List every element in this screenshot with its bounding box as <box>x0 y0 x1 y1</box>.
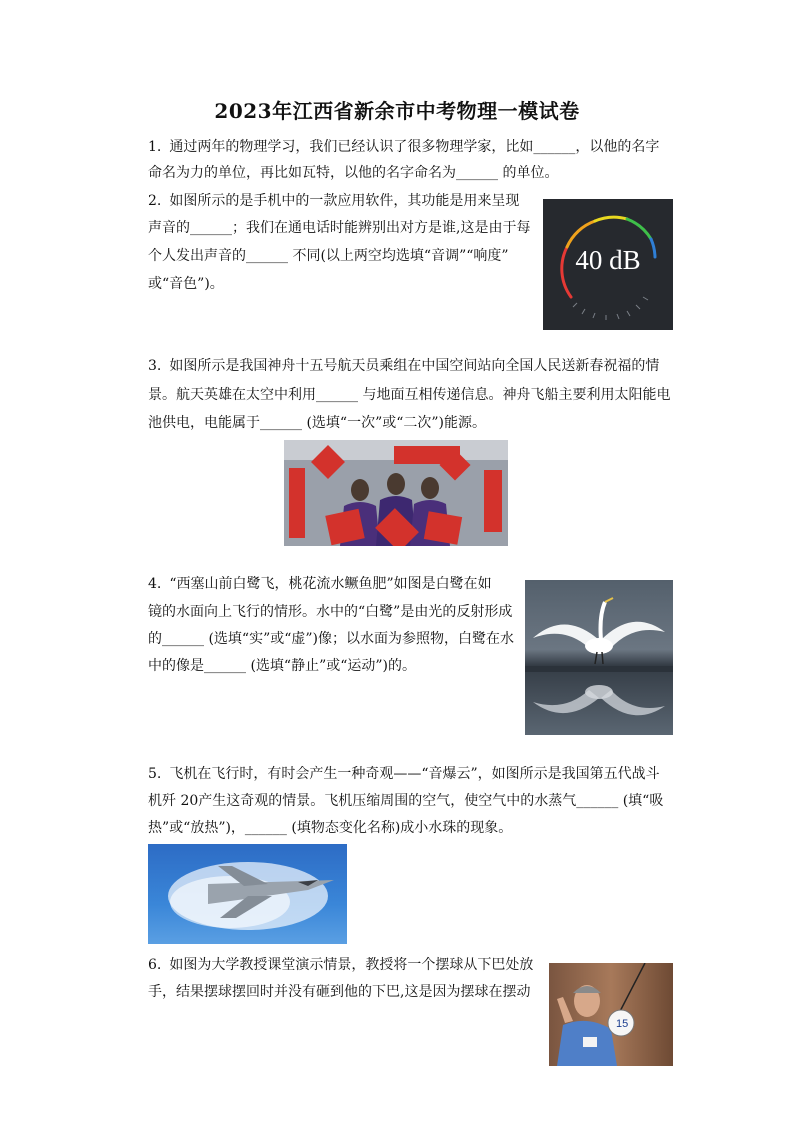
pendulum-ball-label: 15 <box>616 1018 629 1030</box>
question-5-line-1 <box>148 764 660 784</box>
question-3-line-3: 池供电，电能属于______ (选填“一次”或“二次”)能源。 <box>148 415 487 431</box>
question-number: 2. <box>148 193 162 209</box>
question-4-line-2: 镜的水面向上飞行的情形。水中的“白鹭”是由光的反射形成 <box>148 604 513 620</box>
question-2-line-3: 个人发出声音的______ 不同(以上两空均选填“音调”“响度” <box>148 248 509 264</box>
question-5-line-2: 机歼 20产生这奇观的情景。飞机压缩周围的空气，使空气中的水蒸气______ (填“吸 <box>148 793 664 809</box>
question-4-line-3: 的______ (选填“实”或“虚”)像；以水面为参照物，白鹭在水 <box>148 631 515 647</box>
pendulum-illustration <box>549 963 673 1066</box>
sonic-boom-illustration <box>148 844 347 944</box>
question-number: 6. <box>148 957 162 973</box>
astronauts-illustration <box>284 440 508 546</box>
question-number: 5. <box>148 766 162 782</box>
question-text: 飞机在飞行时，有时会产生一种奇观——“音爆云”，如图所示是我国第五代战斗 <box>169 766 660 782</box>
egret-photo <box>525 580 673 735</box>
question-2-line-1 <box>148 191 519 211</box>
question-1-line-1 <box>148 137 659 157</box>
question-5-line-3: 热”或“放热”)，______ (填物态变化名称)成小水珠的现象。 <box>148 820 513 836</box>
professor-pendulum-photo <box>549 963 673 1066</box>
page-title: 2023年江西省新余市中考物理一模试卷 <box>214 99 580 123</box>
question-3-line-1 <box>148 356 659 376</box>
question-4-line-4: 中的像是______ (选填“静止”或“运动”)的。 <box>148 658 417 674</box>
question-number: 4. <box>148 576 162 592</box>
question-text: “西塞山前白鹭飞，桃花流水鳜鱼肥”如图是白鹭在如 <box>169 576 492 592</box>
question-text: 如图为大学教授课堂演示情景，教授将一个摆球从下巴处放 <box>169 957 534 973</box>
question-2-line-2: 声音的______；我们在通电话时能辨别出对方是谁,这是由于每 <box>148 220 531 236</box>
egret-illustration <box>525 580 673 735</box>
question-3-line-2: 景。航天英雄在太空中利用______ 与地面互相传递信息。神舟飞船主要利用太阳能电 <box>148 387 671 403</box>
question-number: 1. <box>148 139 162 155</box>
question-2-line-4: 或“音色”)。 <box>148 276 224 292</box>
question-1-line-2: 命名为力的单位，再比如瓦特，以他的名字命名为______ 的单位。 <box>148 165 559 181</box>
question-4-line-1 <box>148 574 492 594</box>
question-6-line-1 <box>148 955 533 975</box>
decibel-meter-image <box>543 199 673 330</box>
decibel-reading: 40 dB <box>575 245 641 275</box>
question-number: 3. <box>148 358 162 374</box>
fighter-jet-photo <box>148 844 347 944</box>
question-text: 通过两年的物理学习，我们已经认识了很多物理学家，比如______，以他的名字 <box>169 139 660 155</box>
question-text: 如图所示的是手机中的一款应用软件，其功能是用来呈现 <box>169 193 520 209</box>
space-station-photo <box>284 440 508 546</box>
question-6-line-2: 手，结果摆球摆回时并没有砸到他的下巴,这是因为摆球在摆动 <box>148 984 531 1000</box>
question-text: 如图所示是我国神舟十五号航天员乘组在中国空间站向全国人民送新春祝福的情 <box>169 358 660 374</box>
